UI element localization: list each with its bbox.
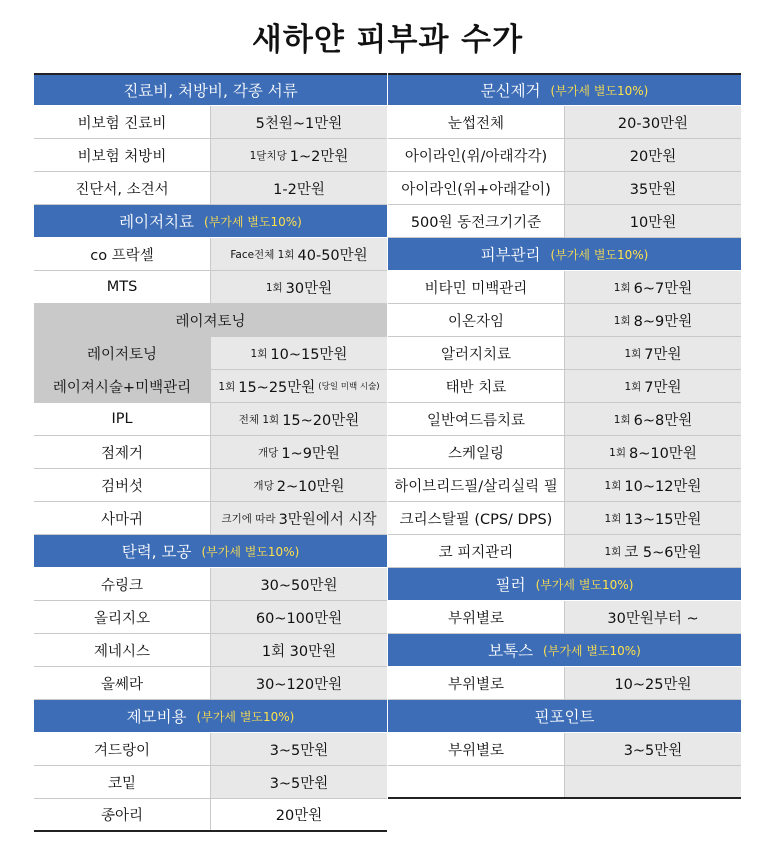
item-price: 전체 1회 15~20만원	[211, 403, 387, 435]
item-price: 20만원	[565, 139, 741, 171]
vat-note: (부가세 별도10%)	[550, 247, 649, 262]
section-title: 진료비, 처방비, 각종 서류	[123, 82, 298, 100]
item-price: 10만원	[565, 205, 741, 237]
item-price: 개당 2~10만원	[211, 469, 387, 501]
section-header-pinpoint	[388, 700, 741, 733]
item-price: 1회 8~10만원	[565, 436, 741, 468]
price-row	[388, 370, 741, 403]
item-price: 1회 코 5~6만원	[565, 535, 741, 567]
item-price: 30~50만원	[211, 568, 387, 600]
item-price: 1-2만원	[211, 172, 387, 204]
item-price: 3~5만원	[211, 733, 387, 765]
item-price: 30~120만원	[211, 667, 387, 699]
section-title: 필러	[495, 576, 526, 594]
item-name: MTS	[34, 271, 211, 303]
price-row	[34, 667, 387, 700]
price-row	[388, 733, 741, 766]
price-row	[388, 271, 741, 304]
item-price: 30만원부터 ~	[565, 601, 741, 633]
subsection-title: 레이져토닝	[175, 313, 246, 330]
price-row	[34, 271, 387, 304]
item-name: 올리지오	[34, 601, 211, 633]
item-name: 검버섯	[34, 469, 211, 501]
price-row	[34, 436, 387, 469]
item-name: 레이져시술+미백관리	[34, 370, 211, 402]
section-title: 핀포인트	[534, 708, 595, 726]
empty-row	[388, 766, 741, 799]
item-name: 일반여드름치료	[388, 403, 565, 435]
vat-note: (부가세 별도10%)	[535, 577, 634, 592]
item-name: 제네시스	[34, 634, 211, 666]
item-price: 1회 13~15만원	[565, 502, 741, 534]
section-header-filler	[388, 568, 741, 601]
item-name: 크리스탈필 (CPS/ DPS)	[388, 502, 565, 534]
price-row	[34, 337, 387, 370]
price-row	[388, 337, 741, 370]
price-row	[34, 403, 387, 436]
item-name: 진단서, 소견서	[34, 172, 211, 204]
item-name: 점제거	[34, 436, 211, 468]
item-name: 사마귀	[34, 502, 211, 534]
vat-note: (부가세 별도10%)	[201, 544, 300, 559]
item-name: IPL	[34, 403, 211, 435]
item-name: 아이라인(위+아래같이)	[388, 172, 565, 204]
price-row	[388, 205, 741, 238]
section-header-hair-removal	[34, 700, 387, 733]
item-name: 비타민 미백관리	[388, 271, 565, 303]
item-price: 3~5만원	[211, 766, 387, 798]
price-row	[388, 535, 741, 568]
item-name: 울쎄라	[34, 667, 211, 699]
price-row	[388, 304, 741, 337]
price-row	[34, 469, 387, 502]
price-row	[34, 106, 387, 139]
item-name: 스케일링	[388, 436, 565, 468]
price-row	[34, 634, 387, 667]
item-price: 3~5만원	[565, 733, 741, 765]
item-name: co 프락셀	[34, 238, 211, 270]
empty-cell	[388, 766, 565, 797]
right-price-column	[388, 73, 741, 799]
price-row	[388, 436, 741, 469]
price-row	[34, 733, 387, 766]
price-row	[388, 667, 741, 700]
section-title: 탄력, 모공	[121, 543, 192, 561]
item-price: 1회 30만원	[211, 634, 387, 666]
section-title: 레이저치료	[119, 213, 195, 231]
item-price: 60~100만원	[211, 601, 387, 633]
price-row	[388, 601, 741, 634]
price-row	[34, 172, 387, 205]
section-header-firming	[34, 535, 387, 568]
section-header-consult	[34, 73, 387, 106]
item-price: 35만원	[565, 172, 741, 204]
vat-note: (부가세 별도10%)	[550, 83, 649, 98]
section-header-laser	[34, 205, 387, 238]
item-name: 이온자임	[388, 304, 565, 336]
item-name: 부위별로	[388, 733, 565, 765]
item-price: 1회 15~25만원 (당일 미백 시술)	[211, 370, 387, 402]
price-row	[34, 370, 387, 403]
subsection-header-toning	[34, 304, 387, 337]
item-name: 코 피지관리	[388, 535, 565, 567]
item-price: 20만원	[211, 799, 387, 830]
page-title: 새하얀 피부과 수가	[251, 22, 524, 58]
item-price: 1회 8~9만원	[565, 304, 741, 336]
section-title: 제모비용	[126, 708, 187, 726]
item-price: Face전체 1회 40-50만원	[211, 238, 387, 270]
item-price: 1회 30만원	[211, 271, 387, 303]
item-name: 부위별로	[388, 667, 565, 699]
item-name: 레이저토닝	[34, 337, 211, 369]
price-row	[34, 502, 387, 535]
section-header-botox	[388, 634, 741, 667]
section-header-skin-care	[388, 238, 741, 271]
item-price: 1회 6~7만원	[565, 271, 741, 303]
price-row	[388, 172, 741, 205]
item-name: 코밑	[34, 766, 211, 798]
item-name: 비보험 진료비	[34, 106, 211, 138]
price-row	[388, 469, 741, 502]
item-price: 1달치당 1~2만원	[211, 139, 387, 171]
price-row	[34, 766, 387, 799]
item-name: 하이브리드필/살리실릭 필	[388, 469, 565, 501]
item-name: 500원 동전크기기준	[388, 205, 565, 237]
item-price: 1회 7만원	[565, 370, 741, 402]
price-row	[388, 502, 741, 535]
price-row	[34, 568, 387, 601]
empty-cell	[565, 766, 741, 797]
price-row	[34, 601, 387, 634]
price-row	[34, 238, 387, 271]
vat-note: (부가세 별도10%)	[204, 214, 302, 229]
item-price: 1회 6~8만원	[565, 403, 741, 435]
item-price: 크기에 따라 3만원에서 시작	[211, 502, 387, 534]
item-price: 10~25만원	[565, 667, 741, 699]
item-name: 겨드랑이	[34, 733, 211, 765]
section-title: 문신제거	[480, 82, 541, 100]
left-price-column	[34, 73, 387, 832]
section-header-tattoo	[388, 73, 741, 106]
item-name: 아이라인(위/아래각각)	[388, 139, 565, 171]
item-name: 눈썹전체	[388, 106, 565, 138]
item-name: 부위별로	[388, 601, 565, 633]
item-price: 개당 1~9만원	[211, 436, 387, 468]
item-name: 종아리	[34, 799, 211, 830]
item-name: 슈링크	[34, 568, 211, 600]
item-price: 1회 10~12만원	[565, 469, 741, 501]
vat-note: (부가세 별도10%)	[543, 643, 641, 658]
price-row	[388, 106, 741, 139]
price-row	[388, 403, 741, 436]
item-price: 1회 10~15만원	[211, 337, 387, 369]
item-name: 알러지치료	[388, 337, 565, 369]
price-row	[34, 139, 387, 172]
section-title: 피부관리	[480, 246, 541, 264]
item-name: 태반 치료	[388, 370, 565, 402]
section-title: 보톡스	[488, 642, 534, 660]
item-price: 5천원~1만원	[211, 106, 387, 138]
item-price: 20-30만원	[565, 106, 741, 138]
item-name: 비보험 처방비	[34, 139, 211, 171]
vat-note: (부가세 별도10%)	[196, 709, 295, 724]
price-row	[388, 139, 741, 172]
item-price: 1회 7만원	[565, 337, 741, 369]
price-row	[34, 799, 387, 832]
